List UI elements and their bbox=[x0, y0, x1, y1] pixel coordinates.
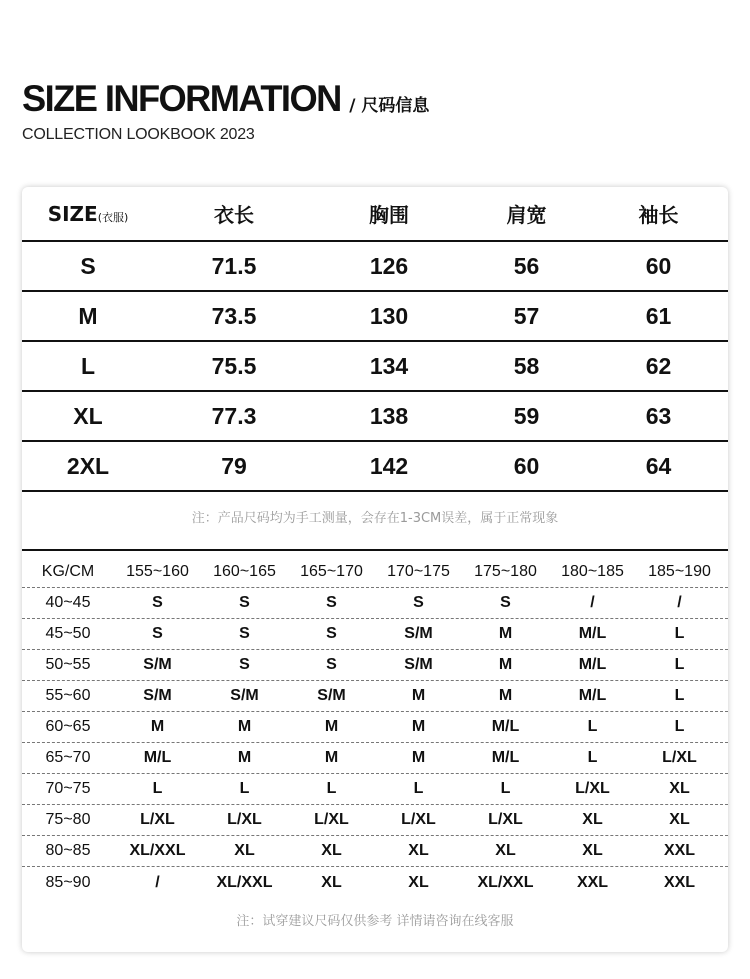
recommended-size-cell: XXL bbox=[663, 842, 696, 859]
recommended-size-cell: S/M bbox=[404, 625, 433, 642]
recommended-size-cell: L bbox=[413, 780, 424, 797]
reference-row bbox=[22, 836, 728, 867]
fitting-note: 注：试穿建议尺码仅供参考 详情请咨询在线客服 bbox=[236, 914, 514, 929]
size-row bbox=[22, 292, 728, 342]
weight-cell: 50~55 bbox=[45, 656, 91, 673]
measurement-cell: 73.5 bbox=[211, 302, 257, 329]
recommended-size-cell: S/M bbox=[143, 656, 172, 673]
reference-row bbox=[22, 805, 728, 836]
reference-row bbox=[22, 774, 728, 805]
size-table-header bbox=[22, 187, 728, 242]
page-subtitle: COLLECTION LOOKBOOK 2023 bbox=[22, 126, 255, 143]
recommended-size-cell: XL bbox=[669, 780, 690, 797]
column-header-chest: 胸围 bbox=[369, 203, 409, 227]
recommended-size-cell: / bbox=[677, 594, 682, 611]
recommended-size-cell: L bbox=[587, 718, 598, 735]
weight-cell: 45~50 bbox=[45, 625, 91, 642]
weight-cell: 60~65 bbox=[45, 718, 91, 735]
recommended-size-cell: L/XL bbox=[488, 811, 523, 828]
recommended-size-cell: S/M bbox=[317, 687, 346, 704]
measurement-cell: 126 bbox=[369, 252, 409, 279]
recommended-size-cell: XL bbox=[495, 842, 516, 859]
recommended-size-cell: S bbox=[152, 625, 163, 642]
recommended-size-cell: L/XL bbox=[140, 811, 175, 828]
recommended-size-cell: L bbox=[326, 780, 337, 797]
recommended-size-cell: XL bbox=[234, 842, 255, 859]
size-cell: L bbox=[80, 352, 96, 379]
recommended-size-cell: M/L bbox=[491, 718, 520, 735]
measurement-cell: 59 bbox=[513, 402, 540, 429]
recommended-size-cell: S bbox=[326, 625, 337, 642]
recommended-size-cell: XXL bbox=[576, 873, 609, 891]
column-header-length: 衣长 bbox=[214, 203, 254, 227]
recommended-size-cell: XXL bbox=[663, 873, 696, 891]
recommended-size-cell: / bbox=[590, 594, 595, 611]
recommended-size-cell: XL/XXL bbox=[477, 873, 534, 891]
recommended-size-cell: L bbox=[239, 780, 250, 797]
size-column-header: SIZE(衣服) bbox=[47, 201, 129, 226]
recommended-size-cell: M/L bbox=[143, 749, 172, 766]
size-table bbox=[22, 187, 728, 492]
measurement-cell: 61 bbox=[645, 302, 672, 329]
height-header: 180~185 bbox=[561, 563, 624, 580]
reference-row bbox=[22, 712, 728, 743]
weight-cell: 80~85 bbox=[45, 842, 91, 859]
recommended-size-cell: XL/XXL bbox=[216, 873, 273, 891]
recommended-size-cell: M bbox=[498, 687, 513, 704]
column-header-sleeve: 袖长 bbox=[638, 203, 679, 227]
recommended-size-cell: / bbox=[155, 873, 160, 891]
reference-row bbox=[22, 619, 728, 650]
height-header: 155~160 bbox=[126, 563, 189, 580]
weight-cell: 70~75 bbox=[45, 780, 91, 797]
size-reference-table bbox=[22, 557, 728, 898]
recommended-size-cell: L bbox=[500, 780, 511, 797]
size-card bbox=[22, 187, 728, 952]
weight-cell: 85~90 bbox=[45, 873, 91, 891]
recommended-size-cell: M bbox=[237, 749, 252, 766]
measurement-cell: 60 bbox=[513, 452, 540, 479]
recommended-size-cell: L/XL bbox=[575, 780, 610, 797]
recommended-size-cell: M/L bbox=[578, 687, 607, 704]
recommended-size-cell: M bbox=[498, 625, 513, 642]
recommended-size-cell: L bbox=[674, 687, 685, 704]
title-row bbox=[22, 78, 429, 120]
height-header: 185~190 bbox=[648, 563, 711, 580]
measurement-cell: 138 bbox=[369, 402, 409, 429]
recommended-size-cell: L bbox=[152, 780, 163, 797]
recommended-size-cell: S bbox=[413, 594, 424, 611]
weight-cell: 40~45 bbox=[45, 594, 91, 611]
reference-row bbox=[22, 743, 728, 774]
recommended-size-cell: XL bbox=[669, 811, 690, 828]
recommended-size-cell: L/XL bbox=[662, 749, 697, 766]
recommended-size-cell: S bbox=[326, 594, 337, 611]
size-cell: M bbox=[78, 302, 98, 329]
recommended-size-cell: L bbox=[674, 625, 685, 642]
recommended-size-cell: M/L bbox=[578, 656, 607, 673]
measurement-cell: 134 bbox=[369, 352, 409, 379]
reference-row bbox=[22, 588, 728, 619]
recommended-size-cell: L/XL bbox=[401, 811, 436, 828]
measurement-cell: 75.5 bbox=[211, 352, 257, 379]
recommended-size-cell: XL bbox=[321, 873, 342, 891]
recommended-size-cell: XL/XXL bbox=[129, 842, 186, 859]
measurement-cell: 63 bbox=[645, 402, 672, 429]
measurement-cell: 57 bbox=[513, 302, 540, 329]
reference-row bbox=[22, 650, 728, 681]
recommended-size-cell: M bbox=[411, 749, 426, 766]
weight-cell: 75~80 bbox=[45, 811, 91, 828]
weight-cell: 55~60 bbox=[45, 687, 91, 704]
recommended-size-cell: M bbox=[324, 749, 339, 766]
divider bbox=[22, 549, 728, 551]
size-row bbox=[22, 242, 728, 292]
measurement-cell: 130 bbox=[369, 302, 409, 329]
recommended-size-cell: M bbox=[150, 718, 165, 735]
reference-row bbox=[22, 681, 728, 712]
measurement-cell: 142 bbox=[369, 452, 409, 479]
recommended-size-cell: L bbox=[587, 749, 598, 766]
page-header bbox=[22, 78, 429, 144]
measurement-cell: 64 bbox=[645, 452, 672, 479]
recommended-size-cell: S bbox=[239, 625, 250, 642]
recommended-size-cell: L bbox=[674, 718, 685, 735]
column-header-shoulder: 肩宽 bbox=[506, 203, 547, 227]
size-row bbox=[22, 442, 728, 492]
weight-cell: 65~70 bbox=[45, 749, 91, 766]
measurement-cell: 60 bbox=[645, 252, 672, 279]
size-cell: 2XL bbox=[66, 452, 110, 479]
recommended-size-cell: L/XL bbox=[227, 811, 262, 828]
recommended-size-cell: L bbox=[674, 656, 685, 673]
recommended-size-cell: S/M bbox=[143, 687, 172, 704]
measurement-cell: 56 bbox=[513, 252, 540, 279]
recommended-size-cell: M bbox=[411, 687, 426, 704]
recommended-size-cell: M bbox=[324, 718, 339, 735]
recommended-size-cell: XL bbox=[408, 873, 429, 891]
recommended-size-cell: S/M bbox=[404, 656, 433, 673]
page-title-cn: / 尺码信息 bbox=[349, 96, 430, 116]
recommended-size-cell: XL bbox=[582, 842, 603, 859]
recommended-size-cell: S/M bbox=[230, 687, 259, 704]
height-header: 160~165 bbox=[213, 563, 276, 580]
recommended-size-cell: S bbox=[500, 594, 511, 611]
recommended-size-cell: M bbox=[237, 718, 252, 735]
recommended-size-cell: M/L bbox=[491, 749, 520, 766]
page-title: SIZE INFORMATION bbox=[22, 78, 341, 119]
recommended-size-cell: S bbox=[239, 656, 250, 673]
reference-table-header bbox=[22, 557, 728, 588]
measurement-note: 注：产品尺码均为手工测量，会存在1-3CM误差，属于正常现象 bbox=[191, 511, 559, 526]
corner-label: KG/CM bbox=[41, 563, 95, 580]
reference-row bbox=[22, 867, 728, 898]
measurement-cell: 58 bbox=[513, 352, 540, 379]
recommended-size-cell: XL bbox=[408, 842, 429, 859]
recommended-size-cell: M bbox=[411, 718, 426, 735]
height-header: 175~180 bbox=[474, 563, 537, 580]
recommended-size-cell: XL bbox=[582, 811, 603, 828]
recommended-size-cell: XL bbox=[321, 842, 342, 859]
height-header: 165~170 bbox=[300, 563, 363, 580]
recommended-size-cell: S bbox=[152, 594, 163, 611]
size-cell: XL bbox=[73, 402, 103, 429]
measurement-cell: 71.5 bbox=[211, 252, 257, 279]
height-header: 170~175 bbox=[387, 563, 450, 580]
recommended-size-cell: M bbox=[498, 656, 513, 673]
size-row bbox=[22, 392, 728, 442]
recommended-size-cell: S bbox=[326, 656, 337, 673]
recommended-size-cell: S bbox=[239, 594, 250, 611]
measurement-cell: 77.3 bbox=[211, 402, 257, 429]
size-row bbox=[22, 342, 728, 392]
size-cell: S bbox=[80, 252, 96, 279]
measurement-cell: 62 bbox=[645, 352, 672, 379]
recommended-size-cell: L/XL bbox=[314, 811, 349, 828]
recommended-size-cell: M/L bbox=[578, 625, 607, 642]
measurement-cell: 79 bbox=[221, 452, 247, 479]
